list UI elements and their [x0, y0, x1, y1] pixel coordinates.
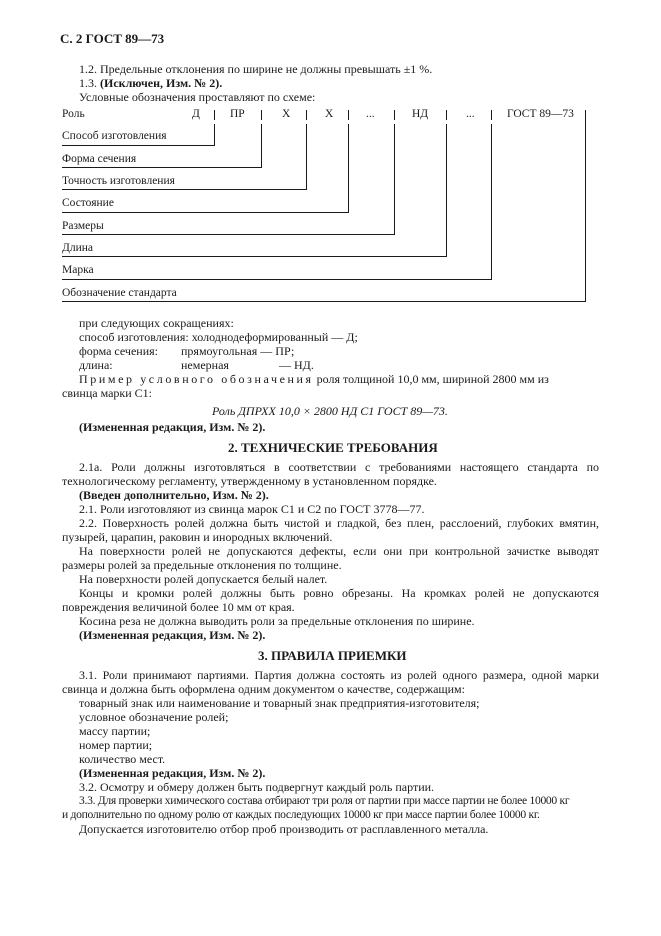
scheme-leader-line [306, 124, 307, 190]
section-3-line: количество мест. [79, 752, 166, 766]
abbrev-section-term: форма сечения: [79, 344, 158, 358]
abbrev-intro: при следующих сокращениях: [79, 316, 234, 330]
section-2-line: 2.1а. Роли должны изготовляться в соответствии с требованиями настоящего стандарта по [79, 460, 599, 474]
abbrev-length-code: — НД. [279, 358, 314, 372]
scheme-code-sizes: ... [366, 108, 375, 120]
scheme-code-section: ПР [230, 108, 245, 120]
section-3-line: товарный знак или наименование и товарный знак предприятия-изготовителя; [79, 696, 480, 710]
scheme-code-accuracy: Х [282, 108, 291, 120]
section-2-line: 2.1. Роли изготовляют из свинца марок С1 и С2 по ГОСТ 3778—77. [79, 502, 425, 516]
section-2-line: пузырей, царапин, раковин и инородных включений. [62, 530, 333, 544]
example-line-2: свинца марки С1: [62, 386, 153, 400]
clause-1-3-number: 1.3. [79, 76, 97, 90]
abbrev-length-term: длина: [79, 358, 113, 372]
scheme-leader-line [261, 124, 262, 168]
scheme-leader-line [348, 124, 349, 213]
scheme-leader-line [62, 301, 585, 302]
abbrev-length-value: немерная [181, 358, 229, 372]
scheme-label-state: Состояние [62, 197, 114, 209]
example-spaced-heading: Пример условного обозначения [79, 372, 314, 386]
section-2-line: технологическому регламенту, утвержденному в установленном порядке. [62, 474, 437, 488]
scheme-leader-line [394, 124, 395, 235]
scheme-separator [348, 110, 349, 120]
example-description: роля толщиной 10,0 мм, шириной 2800 мм из [316, 372, 549, 386]
section-3-line: номер партии; [79, 738, 153, 752]
scheme-code-method: Д [192, 108, 200, 120]
scheme-leader-line [62, 167, 261, 168]
clause-1-3-status: (Исключен, Изм. № 2). [100, 76, 223, 90]
scheme-label-standard: Обозначение стандарта [62, 287, 177, 299]
section-2-line: 2.2. Поверхность ролей должна быть чистой и гладкой, без плен, расслоений, глубоких вмятин, [79, 516, 599, 530]
section-3-line: условное обозначение ролей; [79, 710, 229, 724]
section-3-line: и дополнительно по одному ролю от каждых последующих 10000 кг при массе партии более 10000 кг. [62, 808, 540, 821]
scheme-separator [261, 110, 262, 120]
scheme-label-grade: Марка [62, 264, 94, 276]
scheme-label-accuracy: Точность изготовления [62, 175, 175, 187]
scheme-label-method: Способ изготовления [62, 130, 167, 142]
example-line [79, 372, 599, 386]
scheme-code-standard: ГОСТ 89—73 [507, 108, 574, 120]
section-2-line: На поверхности ролей допускается белый налет. [79, 572, 328, 586]
section-2-line: Концы и кромки ролей должны быть ровно обрезаны. На кромках ролей не допускаются [79, 586, 599, 600]
scheme-leader-line [62, 256, 446, 257]
scheme-separator [214, 110, 215, 120]
scheme-separator [394, 110, 395, 120]
section-2-title: 2. ТЕХНИЧЕСКИЕ ТРЕБОВАНИЯ [228, 440, 438, 455]
section-3-line: массу партии; [79, 724, 151, 738]
example-formula: Роль ДПРХХ 10,0 × 2800 НД С1 ГОСТ 89—73. [212, 404, 448, 418]
section-2-line: Косина реза не должна выводить роли за предельные отклонения по ширине. [79, 614, 475, 628]
section-2-edited-note: (Измененная редакция, Изм. № 2). [79, 628, 266, 642]
scheme-leader-line [214, 124, 215, 146]
scheme-separator [446, 110, 447, 120]
section-3-line: 3.1. Роли принимают партиями. Партия должна состоять из ролей одного размера, одной марки [79, 668, 599, 682]
section-2-line: На поверхности ролей не допускаются дефекты, если они при контрольной зачистке выводят [79, 544, 599, 558]
abbrev-section-value: прямоугольная — ПР; [181, 344, 295, 358]
scheme-leader-line [62, 189, 306, 190]
abbrev-method: способ изготовления: холоднодеформированный — Д; [79, 330, 358, 344]
scheme-separator [306, 110, 307, 120]
example-edited-note: (Измененная редакция, Изм. № 2). [79, 420, 266, 434]
section-3-edited-note: (Измененная редакция, Изм. № 2). [79, 766, 266, 780]
scheme-code-state: Х [325, 108, 334, 120]
section-2-line: размеры ролей за предельные отклонения по толщине. [62, 558, 342, 572]
scheme-code-grade: ... [466, 108, 475, 120]
section-2-added-note: (Введен дополнительно, Изм. № 2). [79, 488, 269, 502]
scheme-code-length: НД [412, 108, 429, 120]
scheme-leader-line [491, 124, 492, 280]
scheme-leader-line [446, 124, 447, 257]
scheme-leader-line [585, 110, 586, 302]
section-2-line: повреждения величиной более 10 мм от края. [62, 600, 295, 614]
section-3-line: 3.3. Для проверки химического состава отбирают три роля от партии при массе партии не более 10000 кг [79, 794, 570, 807]
section-3-title: 3. ПРАВИЛА ПРИЕМКИ [258, 648, 407, 663]
section-3-line: Допускается изготовителю отбор проб производить от расплавленного металла. [79, 822, 489, 836]
page-header: С. 2 ГОСТ 89—73 [60, 31, 165, 46]
clause-1-2: 1.2. Предельные отклонения по ширине не должны превышать ±1 %. [79, 62, 433, 76]
scheme-leader-line [62, 145, 214, 146]
scheme-row-label: Роль [62, 108, 85, 120]
scheme-separator [491, 110, 492, 120]
clause-1-3 [79, 76, 222, 90]
scheme-label-sizes: Размеры [62, 220, 104, 232]
scheme-label-length: Длина [62, 242, 93, 254]
scheme-leader-line [62, 279, 491, 280]
scheme-leader-line [62, 212, 348, 213]
scheme-label-section: Форма сечения [62, 153, 137, 165]
section-3-line: свинца и должна быть оформлена одним документом о качестве, содержащим: [62, 682, 465, 696]
section-3-line: 3.2. Осмотру и обмеру должен быть подвергнут каждый роль партии. [79, 780, 435, 794]
scheme-leader-line [62, 234, 394, 235]
scheme-intro: Условные обозначения проставляют по схеме: [79, 90, 316, 104]
